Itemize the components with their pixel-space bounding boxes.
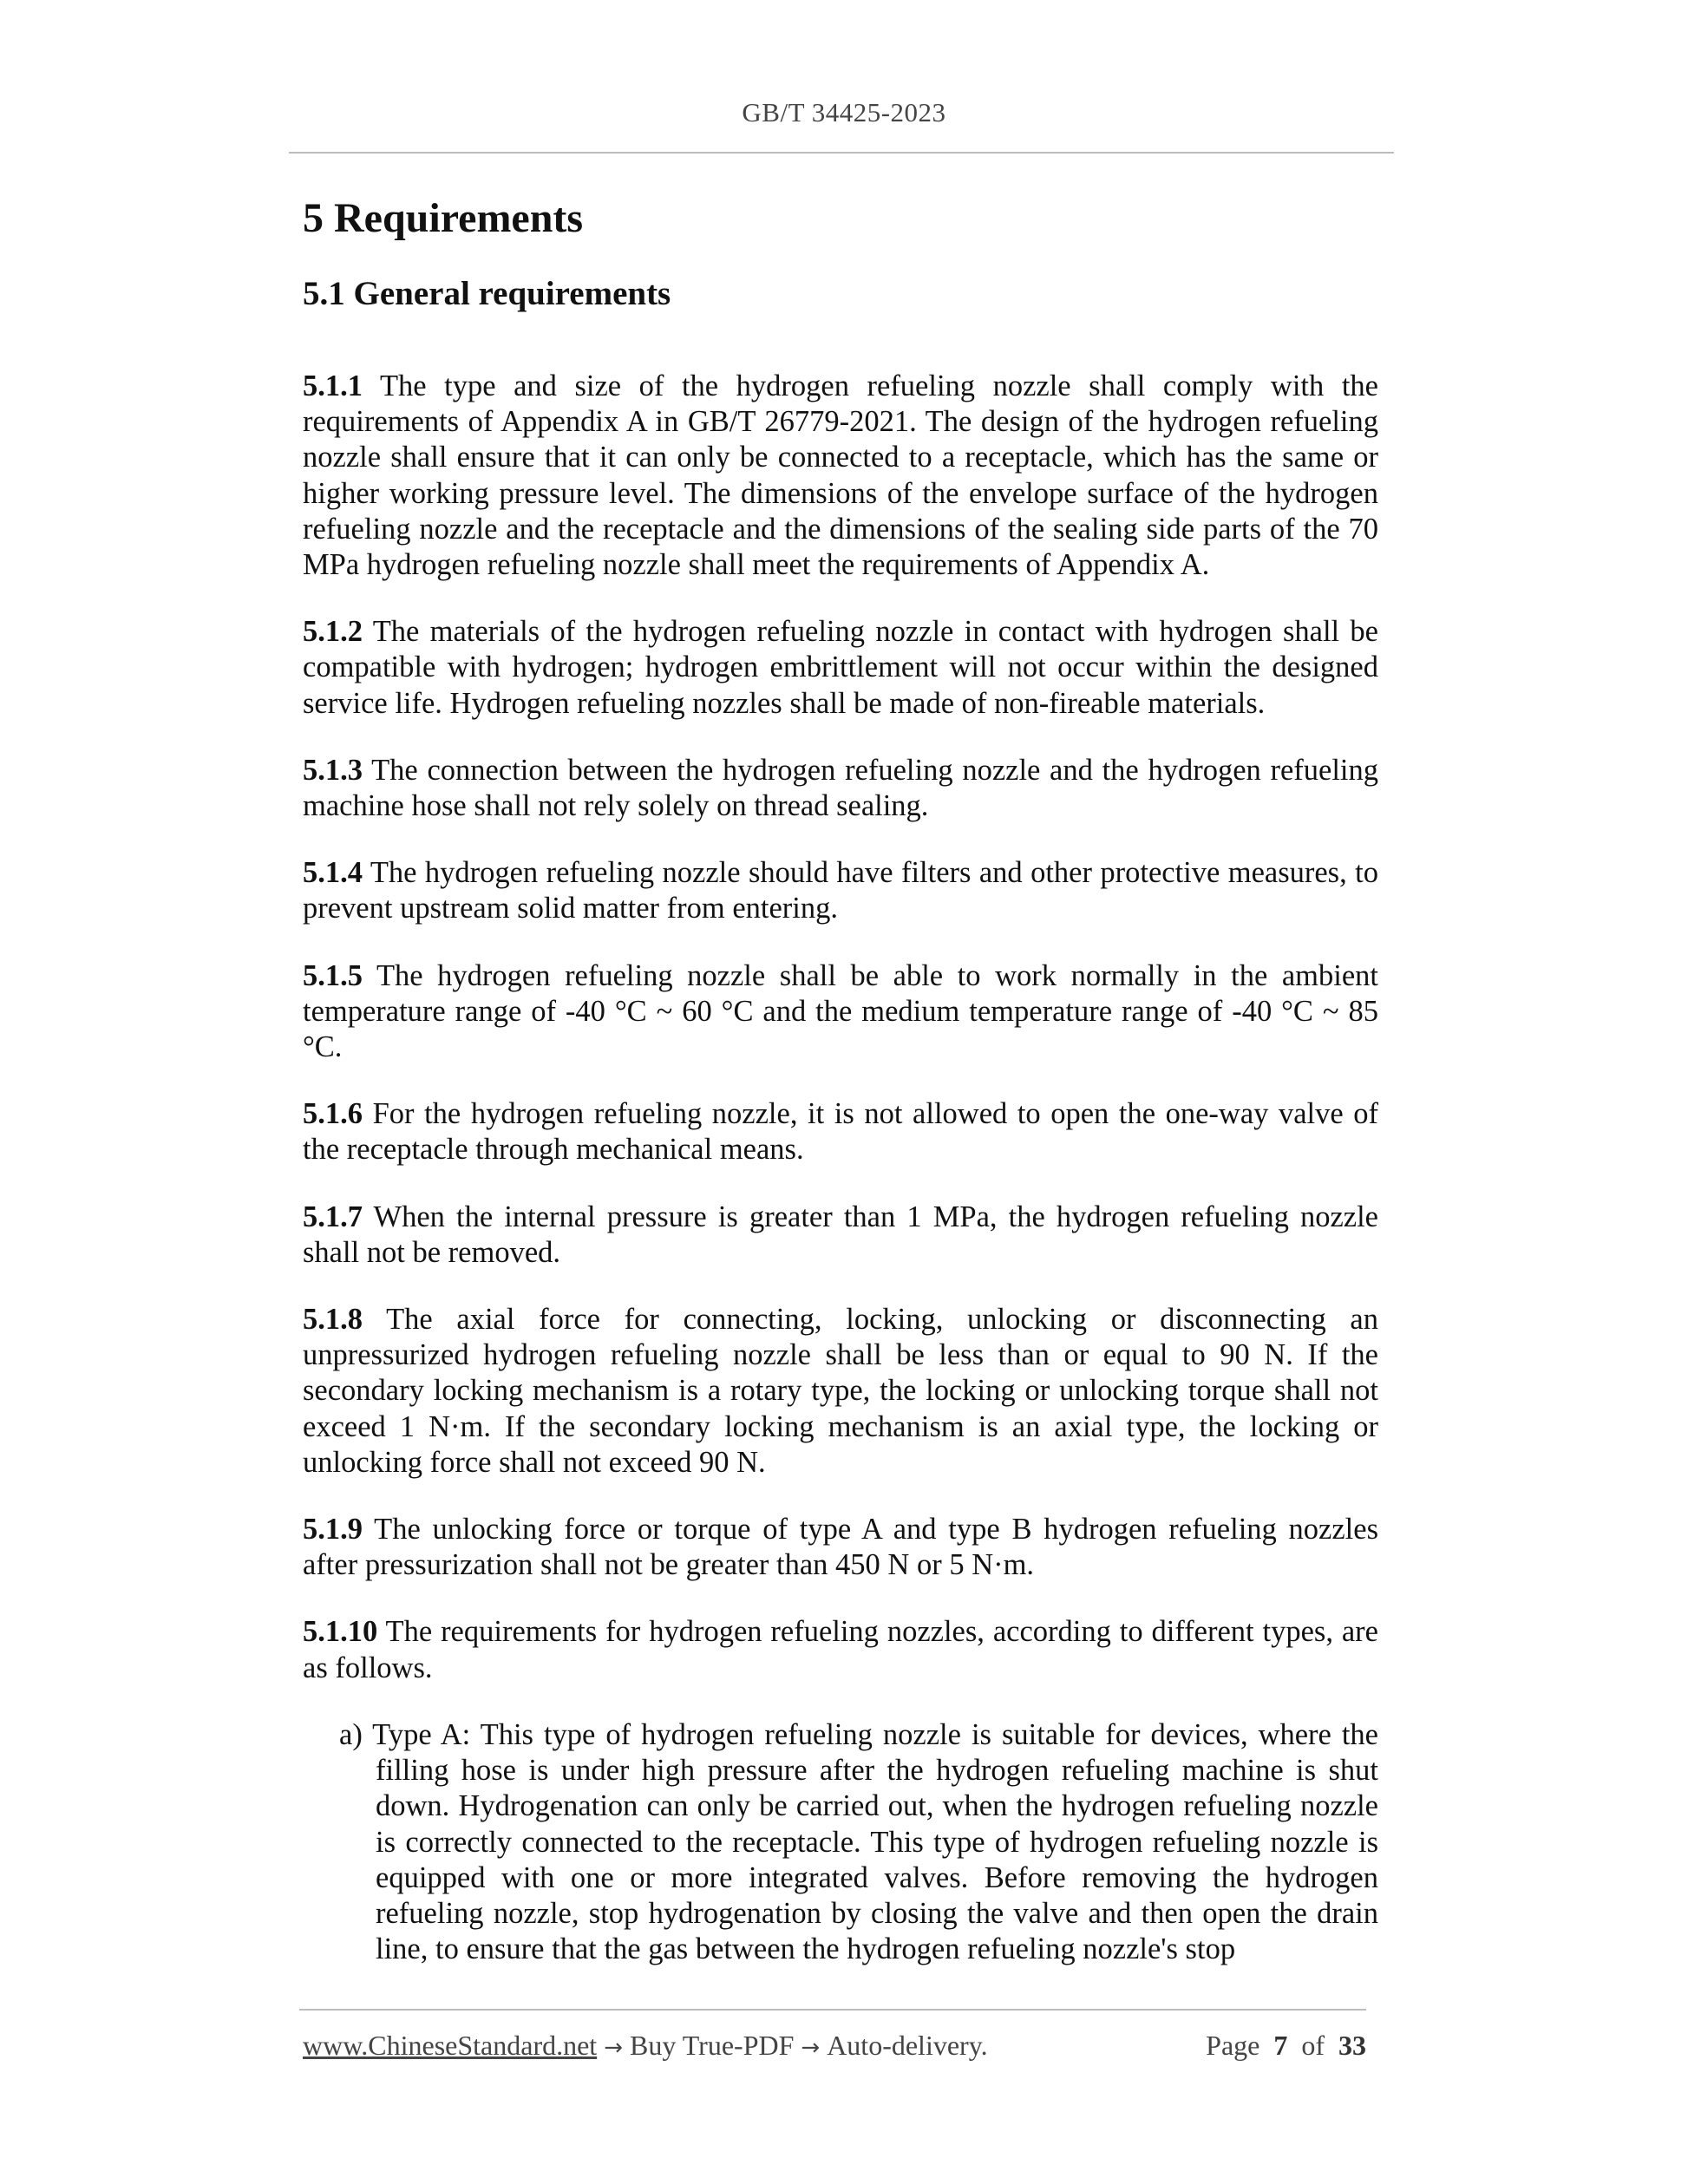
clause-5-1-10 <box>303 1614 1378 1685</box>
right-arrow-icon: → <box>604 2035 623 2061</box>
clause-number: 5.1.4 <box>303 856 363 890</box>
clause-5-1-5 <box>303 958 1378 1066</box>
clause-number: 5.1.9 <box>303 1513 363 1546</box>
clause-text: The hydrogen refueling nozzle shall be able to work normally in the ambient temperature range of -40 °C ~ 60 °C and the medium temperature range of -40 °C ~ 85 °C. <box>303 958 1378 1064</box>
clause-text: The materials of the hydrogen refueling nozzle in contact with hydrogen shall be compatible with hydrogen; hydrogen embrittlement will not occur within the designed service life. Hydrogen refueling nozzles shall be made of non-fireable materials. <box>303 615 1378 720</box>
document-code: GB/T 34425-2023 <box>742 97 946 128</box>
clause-number: 5.1.1 <box>303 369 363 402</box>
clause-text: The requirements for hydrogen refueling nozzles, according to different types, are as follows. <box>303 1615 1378 1684</box>
header-divider <box>289 152 1394 154</box>
buy-text: Buy True-PDF <box>629 2030 795 2061</box>
clause-5-1-6 <box>303 1096 1378 1167</box>
clause-5-1-2 <box>303 614 1378 722</box>
clause-text: For the hydrogen refueling nozzle, it is not allowed to open the one-way valve of the receptacle through mechanical means. <box>303 1097 1379 1167</box>
page-total: 33 <box>1338 2030 1366 2061</box>
page-label: Page <box>1206 2030 1260 2061</box>
clause-number: 5.1.3 <box>303 753 363 787</box>
clause-number: 5.1.8 <box>303 1303 363 1337</box>
clause-text: The unlocking force or torque of type A and type B hydrogen refueling nozzles after pressurization shall not be greater than 450 N or 5 N·m. <box>303 1513 1378 1582</box>
footer-divider <box>299 2009 1366 2011</box>
clause-number: 5.1.7 <box>303 1200 363 1233</box>
list-item-type-a: a) Type A: This type of hydrogen refueling nozzle is suitable for devices, where the filling hose is under high pressure after the hydrogen refueling machine is shut down. Hydrogenation can only be carried out, when the hydrogen refueling nozzle is correctly connected to the receptacle. This type of hydrogen refueling nozzle is equipped with one or more integrated valves. Before removing the hydrogen refueling nozzle, stop hydrogenation by closing the valve and then open the drain line, to ensure that the gas between the hydrogen refueling nozzle's stop <box>339 1717 1378 1966</box>
page-footer <box>303 2030 1366 2062</box>
clause-number: 5.1.5 <box>303 958 363 992</box>
right-arrow-icon: → <box>801 2035 821 2061</box>
page-body <box>303 178 1378 1967</box>
page-number: 7 <box>1273 2030 1288 2061</box>
clause-5-1-4 <box>303 855 1378 926</box>
clause-number: 5.1.10 <box>303 1615 378 1649</box>
clause-5-1-8 <box>303 1302 1378 1481</box>
clause-text: The hydrogen refueling nozzle should have filters and other protective measures, to prevent upstream solid matter from entering. <box>303 856 1378 925</box>
clause-text: The axial force for connecting, locking, unlocking or disconnecting an unpressurized hydrogen refueling nozzle shall be less than or equal to 90 N. If the secondary locking mechanism is a rotary type, the locking or unlocking torque shall not exceed 1 N·m. If the secondary locking mechanism is an axial type, the locking or unlocking force shall not exceed 90 N. <box>303 1303 1378 1479</box>
footer-promo <box>303 2030 988 2062</box>
clause-5-1-7 <box>303 1200 1378 1271</box>
of-label: of <box>1301 2030 1325 2061</box>
clause-text: When the internal pressure is greater than 1 MPa, the hydrogen refueling nozzle shall not be removed. <box>303 1200 1378 1269</box>
page-header <box>0 97 1688 128</box>
section-heading: 5 Requirements <box>303 195 584 241</box>
page-indicator <box>1206 2030 1366 2062</box>
clause-text: The connection between the hydrogen refueling nozzle and the hydrogen refueling machine hose shall not rely solely on thread sealing. <box>303 753 1378 823</box>
subsection-heading: 5.1 General requirements <box>303 275 671 312</box>
clause-5-1-3 <box>303 753 1378 824</box>
clause-5-1-1 <box>303 369 1378 583</box>
clause-5-1-9 <box>303 1512 1378 1583</box>
clause-number: 5.1.2 <box>303 615 363 649</box>
delivery-text: Auto-delivery. <box>827 2030 988 2061</box>
clause-number: 5.1.6 <box>303 1097 363 1131</box>
site-link[interactable]: www.ChineseStandard.net <box>303 2030 598 2061</box>
clause-text: The type and size of the hydrogen refueling nozzle shall comply with the requirements of Appendix A in GB/T 26779-2021. The design of the hydrogen refueling nozzle shall ensure that it can only be connected to a receptacle, which has the same or higher working pressure level. The dimensions of the envelope surface of the hydrogen refueling nozzle and the receptacle and the dimensions of the sealing side parts of the 70 MPa hydrogen refueling nozzle shall meet the requirements of Appendix A. <box>303 369 1378 582</box>
